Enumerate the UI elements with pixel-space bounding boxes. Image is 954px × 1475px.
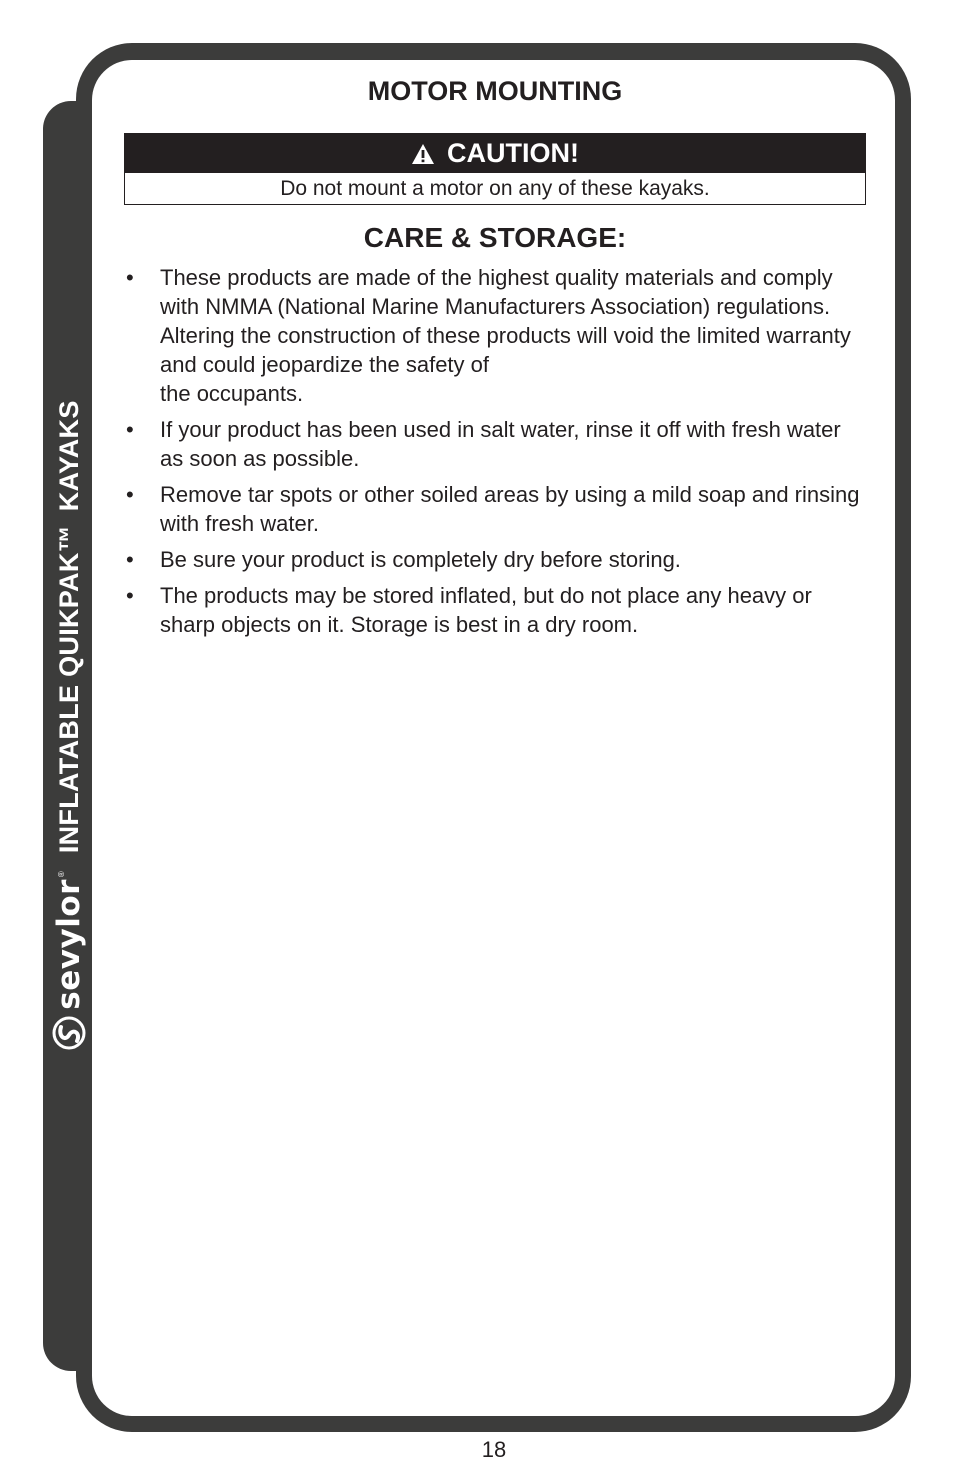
bullet: •	[126, 547, 134, 572]
page-number: 18	[481, 1437, 507, 1462]
registered-mark: ®	[56, 871, 66, 878]
bullet: •	[126, 417, 134, 442]
list-item-text: If your product has been used in salt water, rinse it off with fresh water as soon as possible.	[160, 417, 841, 471]
caution-text: Do not mount a motor on any of these kayaks.	[280, 176, 710, 200]
sevylor-logo-icon	[52, 1016, 86, 1050]
list-item	[124, 415, 866, 473]
list-item	[124, 263, 866, 408]
caution-header	[125, 134, 865, 173]
brand-logo	[51, 871, 87, 1050]
caution-heading: CAUTION!	[447, 138, 579, 168]
caution-box	[124, 133, 866, 205]
bullet: •	[126, 482, 134, 507]
product-line-type: KAYAKS	[53, 400, 84, 512]
product-line-title	[54, 400, 85, 853]
care-storage-list	[124, 263, 866, 646]
warning-triangle-icon	[411, 143, 435, 165]
list-item-text: These products are made of the highest quality materials and comply with NMMA (National Marine Manufacturers Association) regulations. Altering the construction of these products will void the limited warranty and could jeopardize the safety of the occupants.	[160, 265, 851, 406]
list-item-text: Remove tar spots or other soiled areas by using a mild soap and rinsing with fresh water.	[160, 482, 860, 536]
list-item-text: Be sure your product is completely dry before storing.	[160, 547, 681, 572]
motor-mounting-title: MOTOR MOUNTING	[367, 76, 623, 106]
bullet: •	[126, 583, 134, 608]
list-item	[124, 581, 866, 639]
list-item-text: The products may be stored inflated, but do not place any heavy or sharp objects on it. Storage is best in a dry room.	[160, 583, 812, 637]
list-item	[124, 545, 866, 574]
brand-name: sevylor	[51, 879, 87, 1010]
product-line-name: INFLATABLE QUIKPAK™	[53, 525, 84, 854]
care-storage-title: CARE & STORAGE:	[363, 222, 627, 253]
side-tab-label	[49, 365, 89, 1085]
list-item	[124, 480, 866, 538]
bullet: •	[126, 265, 134, 290]
